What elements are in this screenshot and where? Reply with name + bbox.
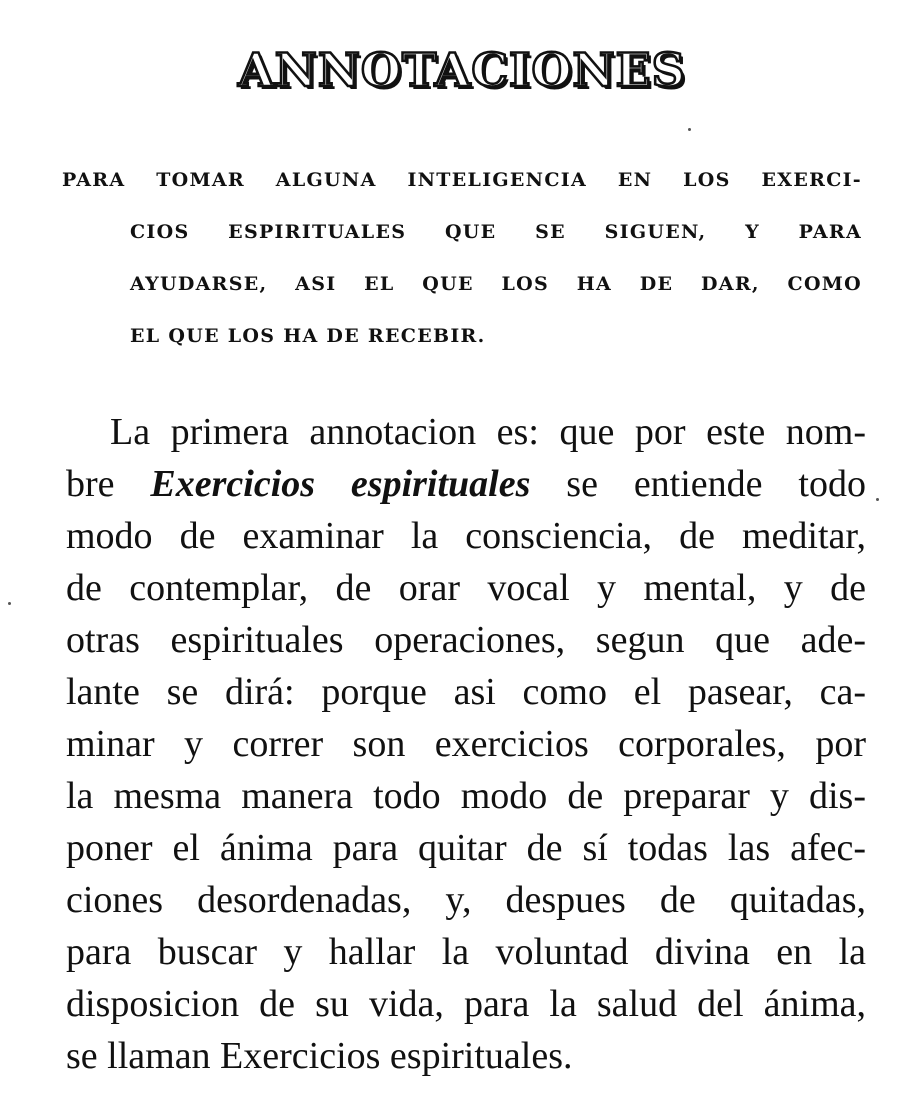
paper-speck	[876, 498, 879, 501]
italic-term: Exercicios espirituales	[150, 463, 531, 505]
body-line: para buscar y hallar la voluntad divina en la	[66, 931, 866, 973]
body-line: ciones desordenadas, y, despues de quitadas,	[66, 879, 866, 921]
body-paragraph	[66, 406, 866, 1082]
body-line: poner el ánima para quitar de sí todas las afec-	[66, 827, 866, 869]
body-line: de contemplar, de orar vocal y mental, y de	[66, 567, 866, 609]
subtitle-block	[62, 162, 862, 370]
body-line: La primera annotacion es: que por este nom-	[110, 411, 866, 453]
body-line: modo de examinar la consciencia, de meditar,	[66, 515, 866, 557]
subtitle-line: CIOS ESPIRITUALES QUE SE SIGUEN, Y PARA	[130, 221, 862, 243]
paper-speck	[8, 602, 11, 605]
subtitle-line: AYUDARSE, ASI EL QUE LOS HA DE DAR, COMO	[130, 273, 862, 295]
body-line: lante se dirá: porque asi como el pasear, ca-	[66, 671, 866, 713]
body-line: minar y correr son exercicios corporales, por	[66, 723, 866, 765]
body-text-segment: bre	[66, 463, 151, 505]
body-text-segment: se entiende todo	[530, 463, 866, 505]
body-line: la mesma manera todo modo de preparar y dis-	[66, 775, 866, 817]
page-title: ANNOTACIONES	[238, 43, 686, 97]
body-line: disposicion de su vida, para la salud del ánima,	[66, 983, 866, 1025]
subtitle-line: EL QUE LOS HA DE RECEBIR.	[130, 325, 486, 347]
body-line: se llaman Exercicios espirituales.	[66, 1035, 573, 1077]
body-line	[66, 458, 866, 510]
subtitle-line: PARA TOMAR ALGUNA INTELIGENCIA EN LOS EXERCI-	[62, 169, 862, 191]
body-line: otras espirituales operaciones, segun que ade-	[66, 619, 866, 661]
paper-speck	[688, 128, 691, 131]
